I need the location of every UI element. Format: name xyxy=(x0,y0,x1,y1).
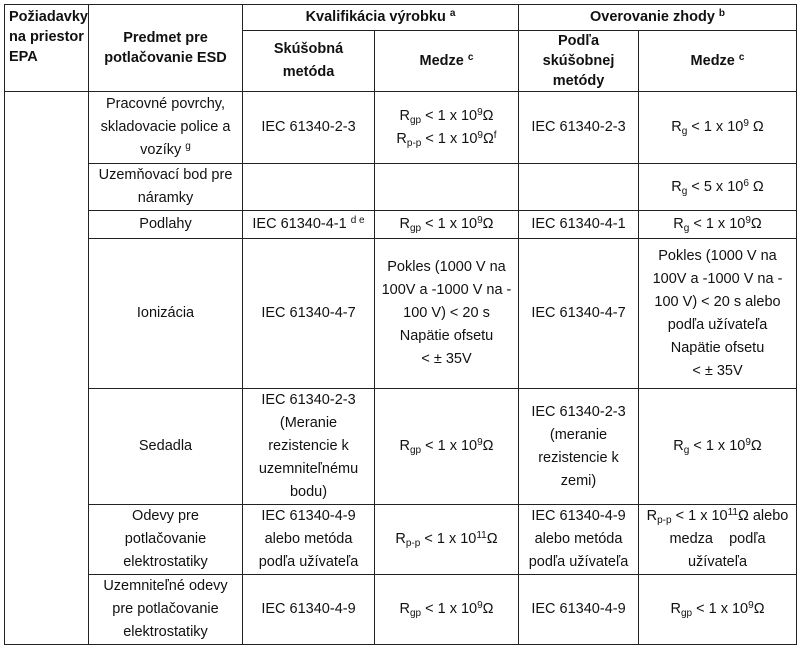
header-compliance-verification: Overovanie zhody $^b$ xyxy=(519,5,797,31)
table-row xyxy=(5,389,797,505)
header-limits-verification: Medze $^c$ xyxy=(639,31,797,92)
item-cell: Pracovné povrchy, skladovacie police a vozíky $^g$ xyxy=(89,92,243,164)
verif-limit-cell: $R_{p-p} < 1$ x $10^{11}\Omega$ alebo medza podľa užívateľa xyxy=(639,505,797,575)
verif-method-cell xyxy=(519,164,639,211)
method-cell: IEC 61340-4-7 xyxy=(243,239,375,389)
method-cell: IEC 61340-4-1 $^{d e}$ xyxy=(243,211,375,239)
method-cell xyxy=(243,164,375,211)
item-cell: Uzemňovací bod pre náramky xyxy=(89,164,243,211)
verif-limit-cell: $R_g < 1$ x $10^9$ Ω xyxy=(639,92,797,164)
limit-cell: $R_{gp} < 1$ x $10^9\Omega$ $R_{p-p} < 1$ x $10^9\Omega^f$ xyxy=(375,92,519,164)
verif-method-cell: IEC 61340-2-3 xyxy=(519,92,639,164)
method-cell: IEC 61340-4-9 xyxy=(243,575,375,645)
table-row xyxy=(5,239,797,389)
header-epa-requirements: Požiadavky na priestor EPA xyxy=(5,5,89,92)
table-row xyxy=(5,211,797,239)
epa-requirements-cell xyxy=(5,92,89,645)
table-row xyxy=(5,575,797,645)
verif-method-cell: IEC 61340-4-7 xyxy=(519,239,639,389)
verif-limit-cell: $R_{gp} < 1$ x $10^9\Omega$ xyxy=(639,575,797,645)
item-cell: Sedadla xyxy=(89,389,243,505)
table-row xyxy=(5,505,797,575)
verif-limit-cell: Pokles (1000 V na 100V a -1000 V na - 100 V) < 20 s alebo podľa užívateľa Napätie ofsetu < ± 35V xyxy=(639,239,797,389)
limit-cell: Pokles (1000 V na 100V a -1000 V na - 100 V) < 20 s Napätie ofsetu < ± 35V xyxy=(375,239,519,389)
limit-cell: $R_{gp} < 1$ x $10^9\Omega$ xyxy=(375,211,519,239)
verif-limit-cell: $R_g < 1$ x $10^9\Omega$ xyxy=(639,389,797,505)
header-test-method: Skúšobná metóda xyxy=(243,31,375,92)
verif-limit-cell: $R_g < 1$ x $10^9\Omega$ xyxy=(639,211,797,239)
method-cell: IEC 61340-4-9 alebo metóda podľa užívateľa xyxy=(243,505,375,575)
header-esd-item: Predmet pre potlačovanie ESD xyxy=(89,5,243,92)
table-row xyxy=(5,164,797,211)
limit-cell: $R_{gp} < 1$ x $10^9\Omega$ xyxy=(375,389,519,505)
verif-method-cell: IEC 61340-4-1 xyxy=(519,211,639,239)
header-limits: Medze $^c$ xyxy=(375,31,519,92)
item-cell: Uzemniteľné odevy pre potlačovanie elektrostatiky xyxy=(89,575,243,645)
item-cell: Odevy pre potlačovanie elektrostatiky xyxy=(89,505,243,575)
method-cell: IEC 61340-2-3 xyxy=(243,92,375,164)
limit-cell: $R_{p-p} < 1$ x $10^{11}\Omega$ xyxy=(375,505,519,575)
verif-method-cell: IEC 61340-2-3 (meranie rezistencie k zemi) xyxy=(519,389,639,505)
method-cell: IEC 61340-2-3 (Meranie rezistencie k uzemniteľnému bodu) xyxy=(243,389,375,505)
header-per-test-method: Podľa skúšobnej metódy xyxy=(519,31,639,92)
item-cell: Ionizácia xyxy=(89,239,243,389)
header-product-qualification: Kvalifikácia výrobku $^a$ xyxy=(243,5,519,31)
limit-cell: $R_{gp} < 1$ x $10^9\Omega$ xyxy=(375,575,519,645)
verif-limit-cell: $R_g < 5$ x $10^6$ Ω xyxy=(639,164,797,211)
verif-method-cell: IEC 61340-4-9 xyxy=(519,575,639,645)
limit-cell xyxy=(375,164,519,211)
requirements-table xyxy=(4,4,797,645)
table-row xyxy=(5,92,797,164)
item-cell: Podlahy xyxy=(89,211,243,239)
verif-method-cell: IEC 61340-4-9 alebo metóda podľa užívateľa xyxy=(519,505,639,575)
